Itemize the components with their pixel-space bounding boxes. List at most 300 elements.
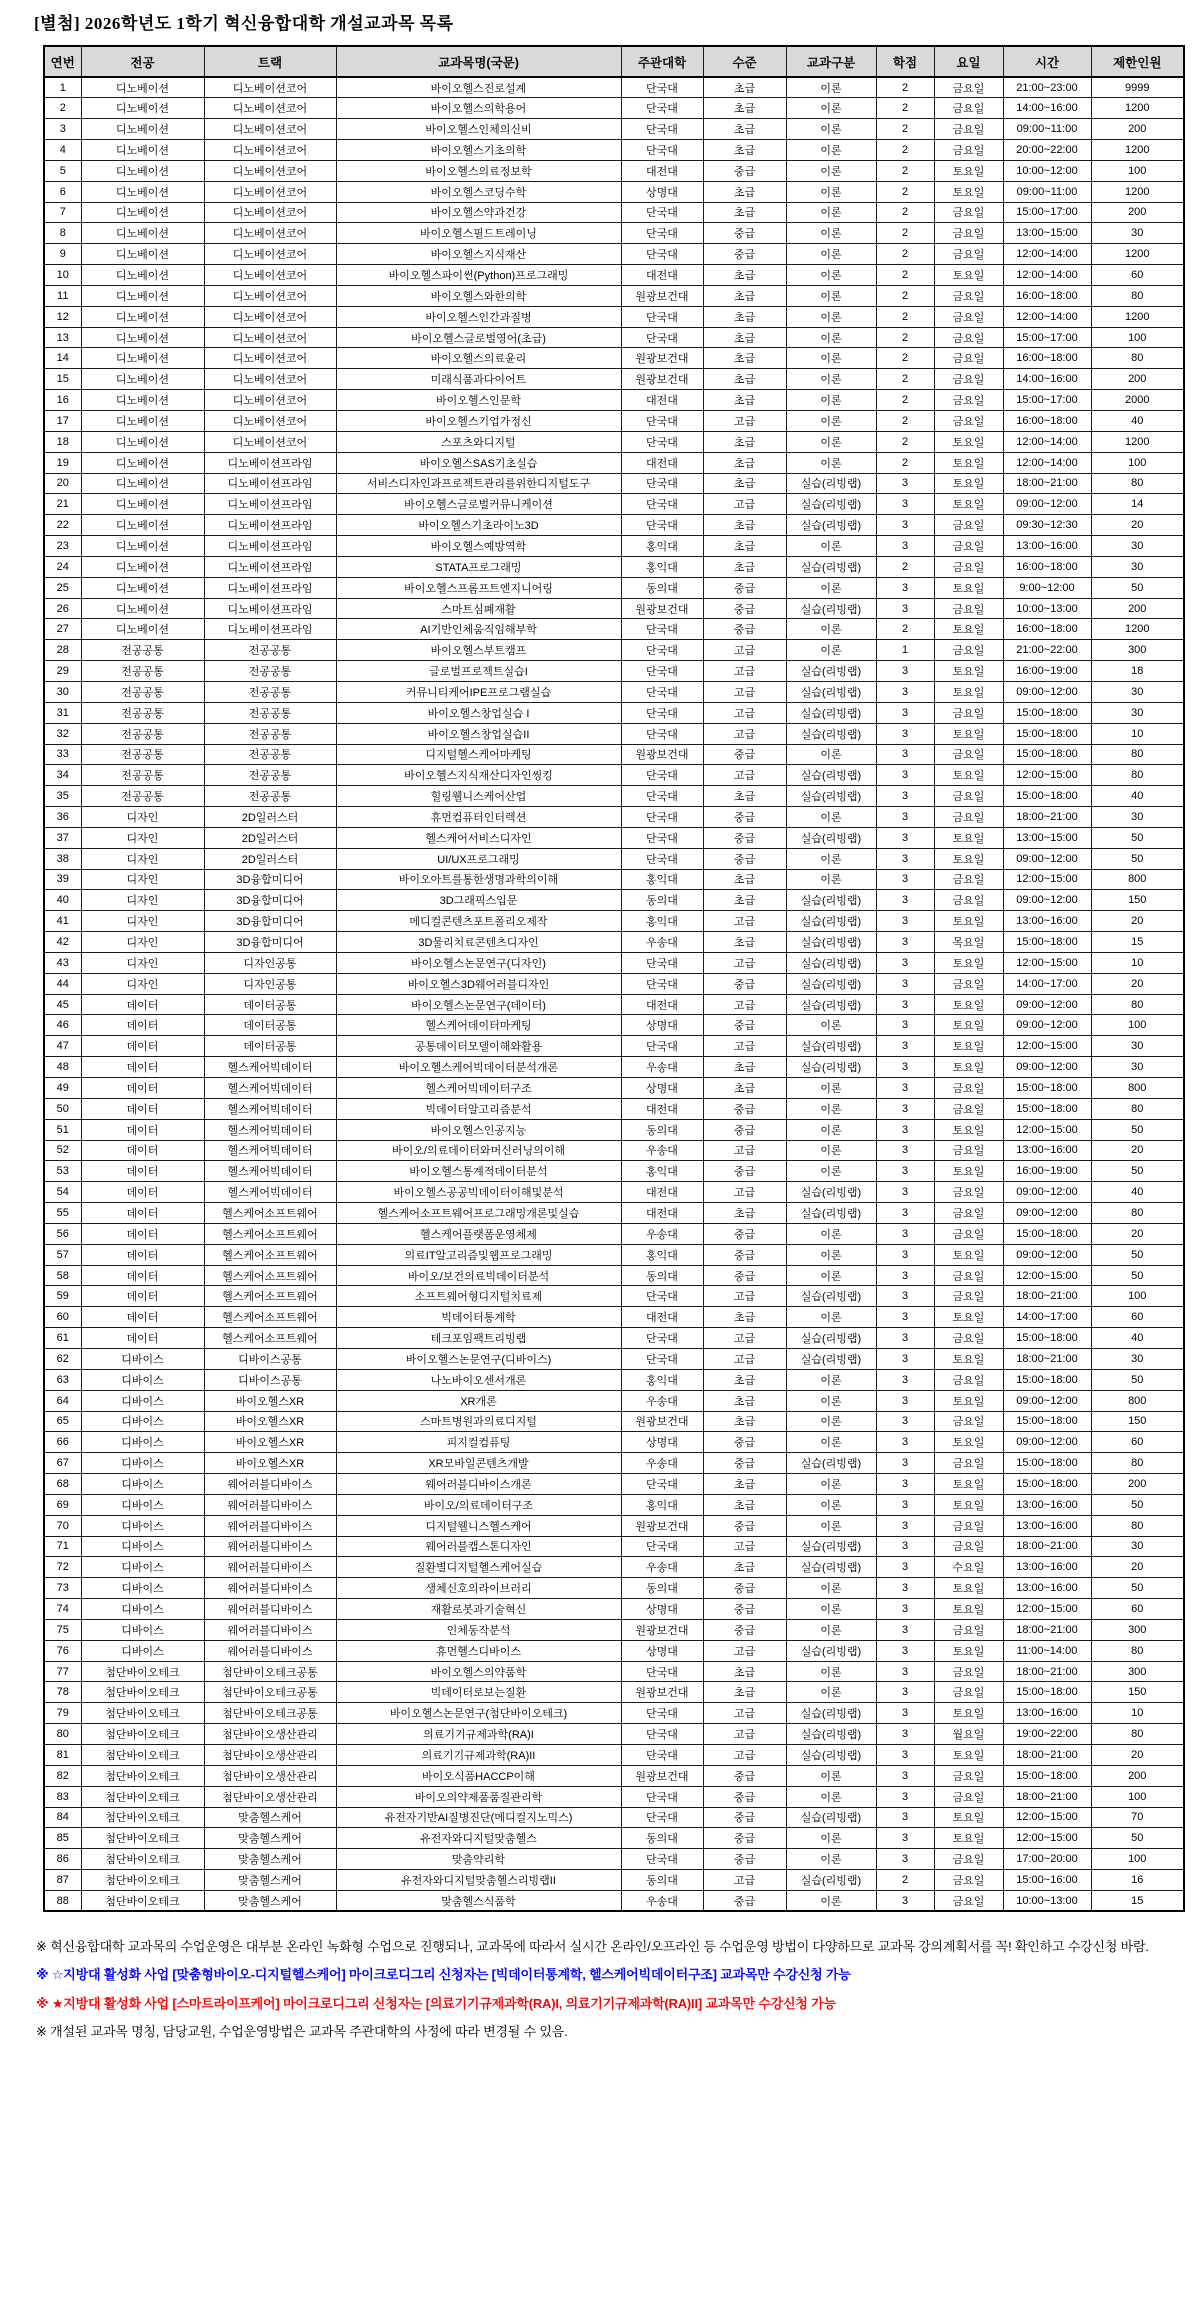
cell-track: 바이오헬스XR	[204, 1432, 336, 1453]
cell-time: 11:00~14:00	[1003, 1640, 1091, 1661]
cell-host-university: 대전대	[621, 452, 703, 473]
cell-host-university: 동의대	[621, 1870, 703, 1891]
cell-time: 15:00~18:00	[1003, 1369, 1091, 1390]
cell-course-type: 실습(리빙랩)	[786, 1640, 876, 1661]
cell-day: 금요일	[934, 1849, 1003, 1870]
cell-course-type: 이론	[786, 244, 876, 265]
cell-time: 12:00~15:00	[1003, 1599, 1091, 1620]
cell-course-name: 바이오헬스파이썬(Python)프로그래밍	[336, 265, 621, 286]
cell-capacity: 80	[1091, 1640, 1184, 1661]
cell-major: 디자인	[81, 952, 204, 973]
cell-level: 고급	[703, 1140, 786, 1161]
cell-time: 13:00~16:00	[1003, 1494, 1091, 1515]
cell-day: 금요일	[934, 1619, 1003, 1640]
cell-capacity: 15	[1091, 932, 1184, 953]
cell-level: 초급	[703, 369, 786, 390]
cell-capacity: 10	[1091, 1703, 1184, 1724]
cell-day: 토요일	[934, 494, 1003, 515]
cell-level: 초급	[703, 1661, 786, 1682]
footnote: ※ ☆지방대 활성화 사업 [맞춤형바이오-디지털헬스케어] 마이크로디그리 신청자는 [빅데이터통계학, 헬스케어빅데이터구조] 교과목만 수강신청 가능	[36, 1967, 851, 1983]
cell-course-name: 생체신호의라이브러리	[336, 1578, 621, 1599]
cell-level: 초급	[703, 869, 786, 890]
cell-row-number: 68	[44, 1474, 81, 1495]
cell-day: 토요일	[934, 431, 1003, 452]
cell-course-type: 실습(리빙랩)	[786, 661, 876, 682]
cell-capacity: 50	[1091, 577, 1184, 598]
cell-host-university: 단국대	[621, 827, 703, 848]
cell-day: 토요일	[934, 681, 1003, 702]
cell-day: 토요일	[934, 1745, 1003, 1766]
cell-capacity: 1200	[1091, 306, 1184, 327]
cell-day: 토요일	[934, 1119, 1003, 1140]
cell-time: 09:00~11:00	[1003, 119, 1091, 140]
cell-track: 디노베이션코어	[204, 265, 336, 286]
cell-course-name: 바이오헬스기초의학	[336, 140, 621, 161]
table-row	[44, 1890, 1184, 1911]
cell-time: 12:00~14:00	[1003, 452, 1091, 473]
cell-host-university: 홍익대	[621, 869, 703, 890]
cell-level: 초급	[703, 1390, 786, 1411]
cell-time: 13:00~16:00	[1003, 1140, 1091, 1161]
cell-course-name: 스포츠와디지털	[336, 431, 621, 452]
cell-row-number: 76	[44, 1640, 81, 1661]
cell-credits: 3	[876, 661, 934, 682]
cell-track: 첨단바이오생산관리	[204, 1786, 336, 1807]
cell-track: 전공공통	[204, 786, 336, 807]
cell-day: 토요일	[934, 1390, 1003, 1411]
cell-track: 디노베이션코어	[204, 306, 336, 327]
cell-major: 첨단바이오테크	[81, 1703, 204, 1724]
cell-host-university: 동의대	[621, 890, 703, 911]
cell-credits: 3	[876, 1745, 934, 1766]
cell-host-university: 단국대	[621, 1849, 703, 1870]
cell-host-university: 홍익대	[621, 1369, 703, 1390]
cell-row-number: 10	[44, 265, 81, 286]
cell-capacity: 1200	[1091, 619, 1184, 640]
cell-course-type: 실습(리빙랩)	[786, 1348, 876, 1369]
cell-track: 디노베이션프라임	[204, 536, 336, 557]
cell-host-university: 단국대	[621, 807, 703, 828]
cell-credits: 2	[876, 244, 934, 265]
cell-row-number: 22	[44, 515, 81, 536]
cell-course-type: 실습(리빙랩)	[786, 1870, 876, 1891]
cell-major: 디노베이션	[81, 285, 204, 306]
cell-day: 토요일	[934, 1036, 1003, 1057]
cell-credits: 2	[876, 348, 934, 369]
cell-level: 초급	[703, 932, 786, 953]
cell-host-university: 대전대	[621, 1203, 703, 1224]
cell-time: 09:00~12:00	[1003, 890, 1091, 911]
cell-host-university: 단국대	[621, 765, 703, 786]
cell-course-name: XR개론	[336, 1390, 621, 1411]
cell-credits: 2	[876, 140, 934, 161]
cell-time: 09:00~12:00	[1003, 1390, 1091, 1411]
cell-day: 토요일	[934, 1599, 1003, 1620]
cell-credits: 3	[876, 1494, 934, 1515]
table-row	[44, 1057, 1184, 1078]
cell-track: 3D융합미디어	[204, 932, 336, 953]
cell-major: 전공공통	[81, 786, 204, 807]
cell-major: 디노베이션	[81, 223, 204, 244]
cell-course-type: 이론	[786, 140, 876, 161]
cell-course-name: 바이오헬스부트캠프	[336, 640, 621, 661]
cell-time: 16:00~18:00	[1003, 619, 1091, 640]
table-row	[44, 661, 1184, 682]
cell-credits: 3	[876, 577, 934, 598]
cell-capacity: 80	[1091, 1453, 1184, 1474]
table-row	[44, 681, 1184, 702]
cell-level: 중급	[703, 577, 786, 598]
cell-course-name: 질환별디지털헬스케어실습	[336, 1557, 621, 1578]
cell-course-type: 이론	[786, 77, 876, 98]
cell-row-number: 42	[44, 932, 81, 953]
cell-host-university: 단국대	[621, 306, 703, 327]
cell-time: 21:00~22:00	[1003, 640, 1091, 661]
cell-row-number: 81	[44, 1745, 81, 1766]
cell-capacity: 60	[1091, 1599, 1184, 1620]
cell-major: 전공공통	[81, 744, 204, 765]
cell-time: 15:00~18:00	[1003, 1078, 1091, 1099]
cell-major: 디노베이션	[81, 369, 204, 390]
cell-day: 목요일	[934, 932, 1003, 953]
table-row	[44, 348, 1184, 369]
cell-track: 디노베이션코어	[204, 431, 336, 452]
cell-day: 금요일	[934, 807, 1003, 828]
header-row	[44, 46, 1184, 77]
cell-credits: 3	[876, 911, 934, 932]
cell-course-name: 바이오헬스코딩수학	[336, 181, 621, 202]
cell-track: 헬스케어소프트웨어	[204, 1244, 336, 1265]
cell-course-type: 이론	[786, 869, 876, 890]
cell-time: 09:00~12:00	[1003, 681, 1091, 702]
cell-day: 토요일	[934, 1244, 1003, 1265]
cell-host-university: 동의대	[621, 1265, 703, 1286]
cell-track: 첨단바이오생산관리	[204, 1745, 336, 1766]
cell-day: 금요일	[934, 1328, 1003, 1349]
cell-credits: 2	[876, 160, 934, 181]
cell-track: 디바이스공통	[204, 1369, 336, 1390]
cell-track: 2D일러스터	[204, 807, 336, 828]
table-row	[44, 1098, 1184, 1119]
cell-course-name: 바이오헬스SAS기초실습	[336, 452, 621, 473]
cell-capacity: 80	[1091, 744, 1184, 765]
cell-row-number: 77	[44, 1661, 81, 1682]
cell-major: 디자인	[81, 827, 204, 848]
cell-credits: 3	[876, 1369, 934, 1390]
cell-row-number: 52	[44, 1140, 81, 1161]
cell-major: 디노베이션	[81, 348, 204, 369]
cell-capacity: 50	[1091, 848, 1184, 869]
cell-row-number: 87	[44, 1870, 81, 1891]
cell-row-number: 30	[44, 681, 81, 702]
cell-course-type: 이론	[786, 1078, 876, 1099]
cell-time: 9:00~12:00	[1003, 577, 1091, 598]
cell-major: 데이터	[81, 1098, 204, 1119]
cell-level: 초급	[703, 431, 786, 452]
cell-major: 디노베이션	[81, 494, 204, 515]
cell-time: 18:00~21:00	[1003, 1619, 1091, 1640]
cell-credits: 3	[876, 994, 934, 1015]
cell-credits: 3	[876, 1807, 934, 1828]
cell-major: 첨단바이오테크	[81, 1807, 204, 1828]
table-row	[44, 827, 1184, 848]
cell-level: 초급	[703, 390, 786, 411]
cell-major: 디노베이션	[81, 202, 204, 223]
cell-row-number: 9	[44, 244, 81, 265]
cell-course-type: 실습(리빙랩)	[786, 723, 876, 744]
cell-course-type: 이론	[786, 181, 876, 202]
cell-course-type: 이론	[786, 1828, 876, 1849]
cell-course-name: 바이오헬스인공지능	[336, 1119, 621, 1140]
cell-time: 15:00~18:00	[1003, 1682, 1091, 1703]
table-row	[44, 1599, 1184, 1620]
cell-track: 첨단바이오생산관리	[204, 1724, 336, 1745]
cell-course-type: 실습(리빙랩)	[786, 890, 876, 911]
cell-credits: 3	[876, 723, 934, 744]
cell-level: 초급	[703, 1474, 786, 1495]
cell-level: 초급	[703, 890, 786, 911]
cell-credits: 2	[876, 327, 934, 348]
cell-level: 초급	[703, 98, 786, 119]
cell-major: 디바이스	[81, 1432, 204, 1453]
cell-row-number: 47	[44, 1036, 81, 1057]
cell-track: 전공공통	[204, 765, 336, 786]
cell-track: 웨어러블디바이스	[204, 1494, 336, 1515]
cell-row-number: 53	[44, 1161, 81, 1182]
cell-track: 바이오헬스XR	[204, 1390, 336, 1411]
cell-host-university: 단국대	[621, 98, 703, 119]
cell-row-number: 44	[44, 973, 81, 994]
cell-day: 금요일	[934, 1265, 1003, 1286]
table-row	[44, 619, 1184, 640]
cell-track: 헬스케어소프트웨어	[204, 1223, 336, 1244]
cell-course-name: 인체동작분석	[336, 1619, 621, 1640]
cell-major: 디노베이션	[81, 473, 204, 494]
column-header-row-number: 연번	[44, 46, 81, 77]
cell-day: 토요일	[934, 1057, 1003, 1078]
cell-track: 2D일러스터	[204, 848, 336, 869]
cell-time: 12:00~15:00	[1003, 1036, 1091, 1057]
cell-course-name: 바이오헬스논문연구(디바이스)	[336, 1348, 621, 1369]
cell-day: 금요일	[934, 869, 1003, 890]
cell-course-name: 바이오헬스논문연구(첨단바이오테크)	[336, 1703, 621, 1724]
cell-level: 초급	[703, 473, 786, 494]
cell-major: 디바이스	[81, 1578, 204, 1599]
cell-course-name: 바이오헬스인문학	[336, 390, 621, 411]
cell-row-number: 34	[44, 765, 81, 786]
cell-credits: 2	[876, 369, 934, 390]
cell-capacity: 150	[1091, 890, 1184, 911]
table-row	[44, 848, 1184, 869]
cell-course-type: 이론	[786, 1223, 876, 1244]
cell-credits: 3	[876, 1015, 934, 1036]
cell-day: 토요일	[934, 1703, 1003, 1724]
cell-course-name: 커뮤니티케어IPE프로그램실습	[336, 681, 621, 702]
cell-track: 디바이스공통	[204, 1348, 336, 1369]
cell-credits: 3	[876, 1849, 934, 1870]
cell-capacity: 60	[1091, 1307, 1184, 1328]
cell-course-name: 바이오헬스필드트레이닝	[336, 223, 621, 244]
cell-day: 금요일	[934, 1140, 1003, 1161]
cell-time: 12:00~15:00	[1003, 869, 1091, 890]
cell-major: 디노베이션	[81, 577, 204, 598]
cell-course-type: 이론	[786, 1494, 876, 1515]
table-row	[44, 536, 1184, 557]
cell-course-type: 이론	[786, 1369, 876, 1390]
cell-major: 첨단바이오테크	[81, 1786, 204, 1807]
cell-major: 디바이스	[81, 1515, 204, 1536]
cell-course-type: 이론	[786, 848, 876, 869]
cell-course-name: 유전자기반AI질병진단(메디컬지노믹스)	[336, 1807, 621, 1828]
cell-host-university: 대전대	[621, 160, 703, 181]
cell-course-type: 실습(리빙랩)	[786, 1286, 876, 1307]
cell-level: 초급	[703, 202, 786, 223]
cell-major: 데이터	[81, 1182, 204, 1203]
cell-time: 15:00~18:00	[1003, 1098, 1091, 1119]
cell-credits: 3	[876, 1203, 934, 1224]
cell-level: 중급	[703, 1244, 786, 1265]
cell-time: 18:00~21:00	[1003, 1348, 1091, 1369]
cell-day: 금요일	[934, 77, 1003, 98]
cell-credits: 3	[876, 598, 934, 619]
cell-time: 15:00~18:00	[1003, 932, 1091, 953]
cell-time: 18:00~21:00	[1003, 473, 1091, 494]
cell-level: 초급	[703, 327, 786, 348]
cell-time: 09:00~12:00	[1003, 1057, 1091, 1078]
table-row	[44, 140, 1184, 161]
cell-credits: 3	[876, 1640, 934, 1661]
cell-course-name: 바이오헬스인간과질병	[336, 306, 621, 327]
cell-host-university: 우송대	[621, 1223, 703, 1244]
cell-row-number: 88	[44, 1890, 81, 1911]
cell-track: 웨어러블디바이스	[204, 1619, 336, 1640]
cell-capacity: 100	[1091, 1015, 1184, 1036]
cell-capacity: 800	[1091, 869, 1184, 890]
cell-row-number: 13	[44, 327, 81, 348]
table-row	[44, 1432, 1184, 1453]
cell-major: 디자인	[81, 848, 204, 869]
cell-credits: 3	[876, 890, 934, 911]
cell-major: 디노베이션	[81, 77, 204, 98]
table-row	[44, 1474, 1184, 1495]
cell-course-name: 유전자와디지털맞춤헬스리빙랩II	[336, 1870, 621, 1891]
cell-level: 초급	[703, 1203, 786, 1224]
table-row	[44, 285, 1184, 306]
table-row	[44, 702, 1184, 723]
cell-major: 데이터	[81, 1161, 204, 1182]
cell-row-number: 61	[44, 1328, 81, 1349]
table-row	[44, 1494, 1184, 1515]
cell-track: 디노베이션코어	[204, 77, 336, 98]
cell-credits: 2	[876, 306, 934, 327]
cell-capacity: 300	[1091, 1661, 1184, 1682]
cell-track: 맞춤헬스케어	[204, 1849, 336, 1870]
cell-level: 중급	[703, 848, 786, 869]
cell-row-number: 19	[44, 452, 81, 473]
cell-credits: 3	[876, 1536, 934, 1557]
cell-time: 13:00~16:00	[1003, 1557, 1091, 1578]
cell-level: 초급	[703, 140, 786, 161]
cell-time: 16:00~18:00	[1003, 348, 1091, 369]
cell-time: 14:00~17:00	[1003, 973, 1091, 994]
cell-day: 토요일	[934, 911, 1003, 932]
cell-host-university: 우송대	[621, 1140, 703, 1161]
table-row	[44, 1724, 1184, 1745]
cell-day: 금요일	[934, 1369, 1003, 1390]
cell-row-number: 59	[44, 1286, 81, 1307]
cell-row-number: 11	[44, 285, 81, 306]
cell-capacity: 30	[1091, 536, 1184, 557]
cell-course-name: 웨어러블캡스톤디자인	[336, 1536, 621, 1557]
cell-host-university: 상명대	[621, 1078, 703, 1099]
cell-day: 월요일	[934, 1724, 1003, 1745]
cell-capacity: 200	[1091, 202, 1184, 223]
cell-time: 13:00~16:00	[1003, 1703, 1091, 1724]
cell-day: 금요일	[934, 1078, 1003, 1099]
column-header-major: 전공	[81, 46, 204, 77]
cell-credits: 3	[876, 744, 934, 765]
cell-row-number: 23	[44, 536, 81, 557]
cell-day: 금요일	[934, 244, 1003, 265]
cell-course-type: 이론	[786, 285, 876, 306]
cell-level: 초급	[703, 181, 786, 202]
cell-row-number: 20	[44, 473, 81, 494]
cell-course-type: 이론	[786, 452, 876, 473]
cell-capacity: 20	[1091, 1140, 1184, 1161]
cell-row-number: 82	[44, 1765, 81, 1786]
cell-host-university: 단국대	[621, 1724, 703, 1745]
cell-capacity: 30	[1091, 556, 1184, 577]
cell-day: 금요일	[934, 890, 1003, 911]
cell-course-name: 글로벌프로젝트실습I	[336, 661, 621, 682]
cell-time: 20:00~22:00	[1003, 140, 1091, 161]
cell-track: 디노베이션코어	[204, 285, 336, 306]
cell-course-name: 피지컬컴퓨팅	[336, 1432, 621, 1453]
cell-major: 디바이스	[81, 1411, 204, 1432]
cell-host-university: 홍익대	[621, 911, 703, 932]
cell-row-number: 57	[44, 1244, 81, 1265]
cell-credits: 3	[876, 1307, 934, 1328]
cell-time: 13:00~16:00	[1003, 1578, 1091, 1599]
cell-course-name: 헬스케어빅데이터구조	[336, 1078, 621, 1099]
footnote: ※ 개설된 교과목 명칭, 담당교원, 수업운영방법은 교과목 주관대학의 사정에 따라 변경될 수 있음.	[36, 2024, 568, 2040]
cell-major: 디바이스	[81, 1640, 204, 1661]
cell-course-name: 바이오헬스의료윤리	[336, 348, 621, 369]
cell-track: 데이터공통	[204, 994, 336, 1015]
cell-row-number: 85	[44, 1828, 81, 1849]
cell-credits: 3	[876, 827, 934, 848]
cell-time: 15:00~18:00	[1003, 1223, 1091, 1244]
cell-credits: 3	[876, 1599, 934, 1620]
cell-level: 초급	[703, 1307, 786, 1328]
cell-capacity: 1200	[1091, 431, 1184, 452]
cell-course-type: 이론	[786, 1890, 876, 1911]
cell-capacity: 40	[1091, 411, 1184, 432]
cell-day: 토요일	[934, 160, 1003, 181]
cell-row-number: 50	[44, 1098, 81, 1119]
cell-course-type: 이론	[786, 1578, 876, 1599]
cell-level: 중급	[703, 1223, 786, 1244]
cell-capacity: 70	[1091, 1807, 1184, 1828]
cell-track: 디노베이션코어	[204, 98, 336, 119]
cell-major: 디바이스	[81, 1619, 204, 1640]
cell-major: 첨단바이오테크	[81, 1890, 204, 1911]
table-row	[44, 265, 1184, 286]
cell-row-number: 18	[44, 431, 81, 452]
cell-row-number: 6	[44, 181, 81, 202]
cell-credits: 3	[876, 848, 934, 869]
cell-host-university: 우송대	[621, 1890, 703, 1911]
